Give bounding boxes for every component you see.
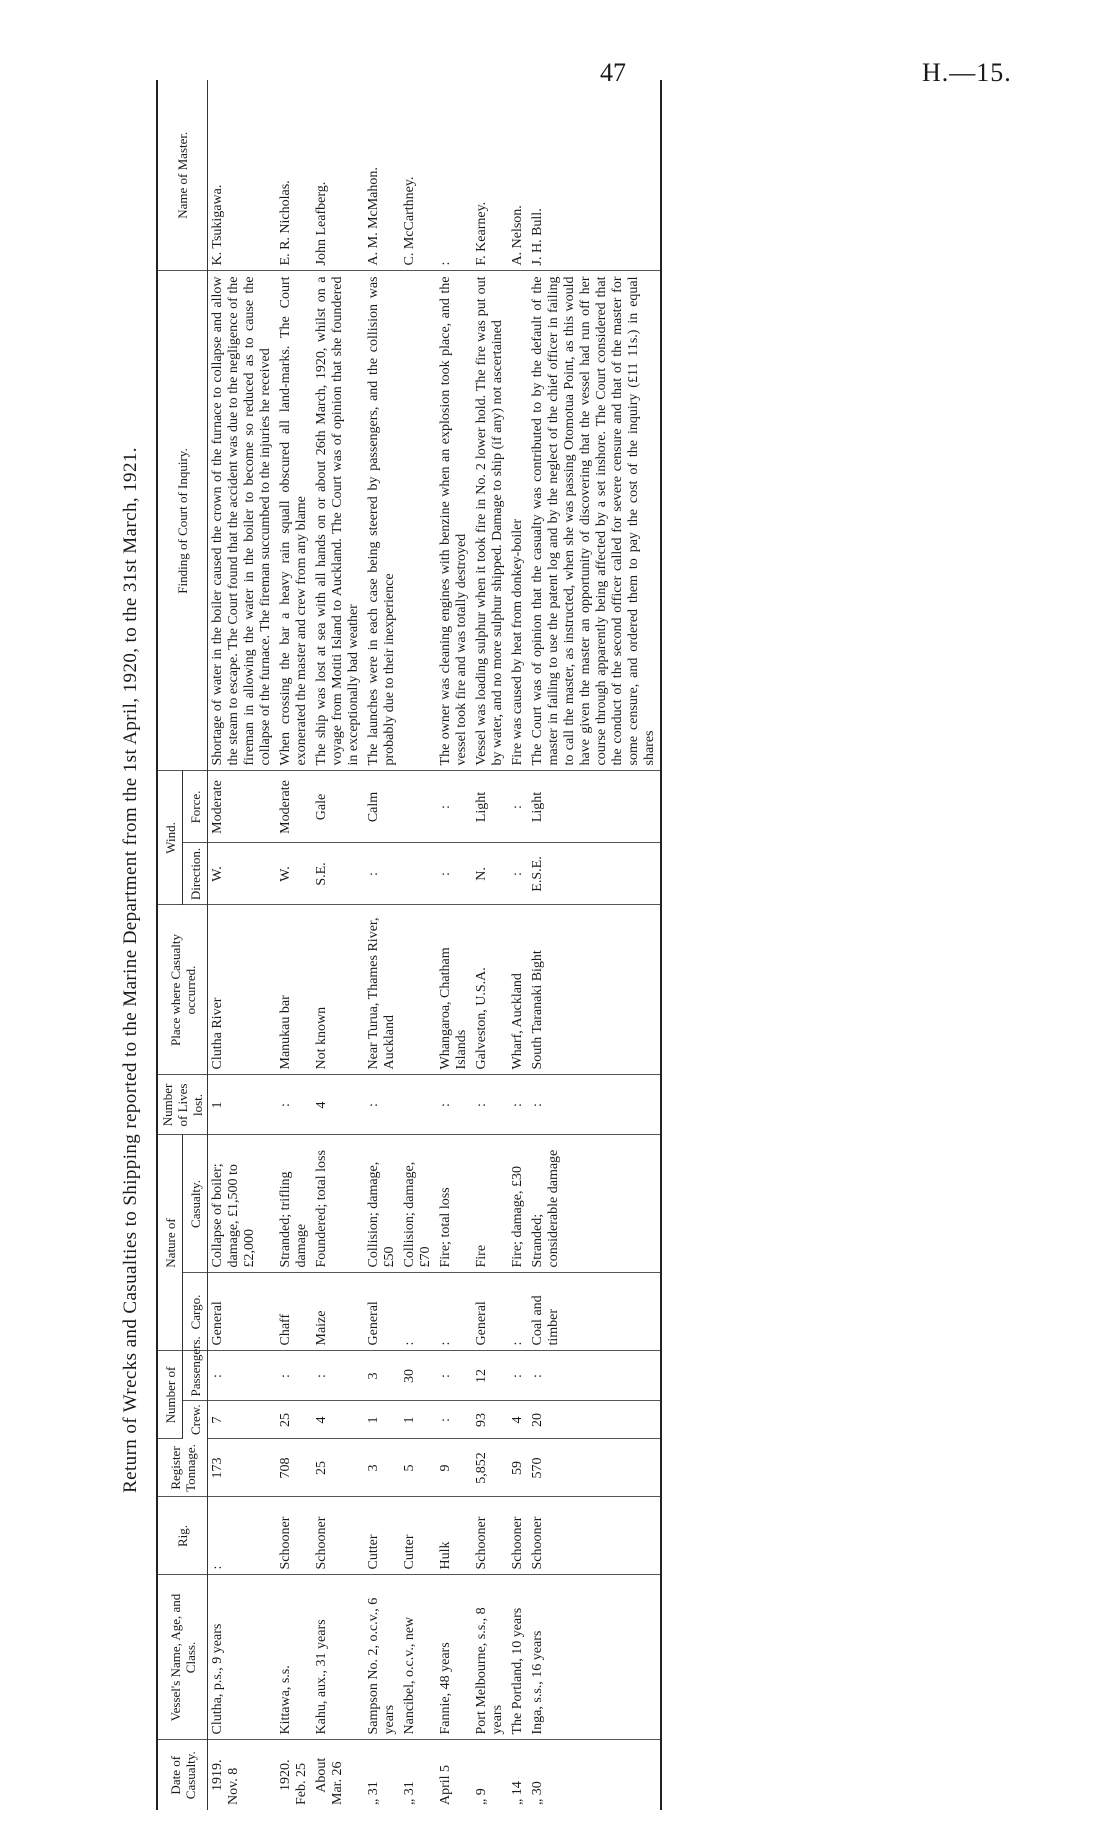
cell-passengers: 30	[400, 1351, 436, 1401]
cell-crew: 4	[508, 1401, 528, 1439]
cell-cargo: :	[508, 1273, 528, 1351]
date-label: Feb. 25	[294, 1763, 309, 1805]
casualty-rows	[208, 80, 662, 1810]
cell-lives: :	[508, 1075, 528, 1135]
cell-wind-force: Calm	[364, 771, 400, 843]
header-rig: Rig.	[157, 1497, 208, 1575]
cell-crew: 25	[276, 1401, 312, 1439]
cell-tonnage: 59	[508, 1439, 528, 1497]
cell-lives: :	[364, 1075, 400, 1135]
cell-vessel: Port Melbourne, s.s., 8 years	[472, 1575, 508, 1740]
table-row	[508, 80, 528, 1810]
cell-cargo: :	[436, 1273, 472, 1351]
cell-crew: 7	[208, 1401, 277, 1439]
cell-casualty: Stranded; trifling damage	[276, 1135, 312, 1273]
table-row	[400, 80, 436, 1810]
cell-finding: The Court was of opinion that the casualty was contributed to by the default of the master in failing to use the patent log and by the neglect of the chief officer in failing to call the master, as instructed, when she was passing Otomotua Point, as this would have given the master an opportunity of discovering that the vessel had run off her course through apparently being affected by a set inshore. The Court considered that the conduct of the second officer called for severe censure and that of the master for some censure, and ordered them to pay the cost of the inquiry (£11 11s.) in equal shares	[528, 271, 661, 771]
cell-wind-force: Light	[472, 771, 508, 843]
cell-vessel: Kittawa, s.s.	[276, 1575, 312, 1740]
table-row	[276, 80, 312, 1810]
cell-rig: Hulk	[436, 1497, 472, 1575]
cell-rig: Schooner	[472, 1497, 508, 1575]
rotated-return-table	[112, 120, 1012, 1820]
cell-tonnage: 570	[528, 1439, 661, 1497]
cell-passengers: :	[276, 1351, 312, 1401]
cell-finding: When crossing the bar a heavy rain squall obscured all land-marks. The Court exonerated the master and crew from any blame	[276, 271, 312, 771]
cell-finding: The owner was cleaning engines with benzine when an explosion took place, and the vessel took fire and was totally destroyed	[436, 271, 472, 771]
header-tonnage: Register Tonnage.	[157, 1439, 208, 1497]
header-nature-of: Nature of	[157, 1135, 183, 1351]
cell-wind-force: :	[508, 771, 528, 843]
cell-tonnage: 5,852	[472, 1439, 508, 1497]
cell-master: J. H. Bull.	[528, 80, 661, 271]
header-vessel: Vessel's Name, Age, and Class.	[157, 1575, 208, 1740]
cell-wind-direction: S.E.	[312, 843, 364, 905]
cell-crew: 93	[472, 1401, 508, 1439]
cell-casualty: Collision; damage, £50	[364, 1135, 400, 1273]
cell-master: John Leafberg.	[312, 80, 364, 271]
cell-cargo: :	[400, 1273, 436, 1351]
page-number: 47	[600, 58, 626, 87]
cell-crew: 1	[364, 1401, 400, 1439]
cell-lives: 4	[312, 1075, 364, 1135]
cell-tonnage: 9	[436, 1439, 472, 1497]
cell-lives	[400, 1075, 436, 1135]
cell-lives: :	[528, 1075, 661, 1135]
cell-master: F. Kearney.	[472, 80, 508, 271]
cell-casualty: Stranded; considerable damage	[528, 1135, 661, 1273]
date-label: „ 30	[530, 1781, 545, 1805]
cell-finding: The ship was lost at sea with all hands on or about 26th March, 1920, whilst on a voyage from Motiti Island to Auckland. The Court was of opinion that she foundered in exceptionally bad weather	[312, 271, 364, 771]
cell-cargo: Chaff	[276, 1273, 312, 1351]
header-master: Name of Master.	[157, 80, 208, 271]
cell-tonnage: 3	[364, 1439, 400, 1497]
header-cargo: Cargo.	[183, 1273, 208, 1351]
cell-passengers: :	[312, 1351, 364, 1401]
casualty-table	[156, 80, 662, 1810]
cell-passengers: :	[208, 1351, 277, 1401]
cell-crew: 20	[528, 1401, 661, 1439]
cell-vessel: Nancibel, o.c.v., new	[400, 1575, 436, 1740]
cell-tonnage: 173	[208, 1439, 277, 1497]
cell-rig: Schooner	[508, 1497, 528, 1575]
cell-finding	[400, 271, 436, 771]
cell-master: E. R. Nicholas.	[276, 80, 312, 271]
cell-wind-direction: :	[364, 843, 400, 905]
year-label: 1920.	[278, 1759, 293, 1791]
cell-casualty: Collapse of boiler; damage, £1,500 to £2,000	[208, 1135, 277, 1273]
cell-place: Clutha River	[208, 905, 277, 1075]
cell-wind-direction: W.	[276, 843, 312, 905]
cell-casualty: Foundered; total loss	[312, 1135, 364, 1273]
cell-passengers: :	[436, 1351, 472, 1401]
cell-passengers: 3	[364, 1351, 400, 1401]
date-label: Nov. 8	[226, 1767, 241, 1805]
cell-crew: 4	[312, 1401, 364, 1439]
cell-casualty: Collision; damage, £70	[400, 1135, 436, 1273]
cell-master: A. Nelson.	[508, 80, 528, 271]
header-casualty: Casualty.	[183, 1135, 208, 1273]
cell-place: Galveston, U.S.A.	[472, 905, 508, 1075]
cell-date	[208, 1740, 277, 1810]
cell-tonnage: 5	[400, 1439, 436, 1497]
cell-rig: Cutter	[364, 1497, 400, 1575]
cell-tonnage: 708	[276, 1439, 312, 1497]
cell-crew: :	[436, 1401, 472, 1439]
cell-wind-force: :	[436, 771, 472, 843]
header-number-of: Number of	[157, 1351, 183, 1439]
year-label: 1919.	[210, 1759, 225, 1791]
cell-cargo: General	[364, 1273, 400, 1351]
cell-wind-force: Gale	[312, 771, 364, 843]
cell-place: Manukau bar	[276, 905, 312, 1075]
cell-master: :	[436, 80, 472, 271]
cell-wind-force	[400, 771, 436, 843]
cell-date	[400, 1740, 436, 1810]
cell-cargo: General	[472, 1273, 508, 1351]
cell-date	[312, 1740, 364, 1810]
cell-vessel: The Portland, 10 years	[508, 1575, 528, 1740]
date-label: „ 31	[402, 1781, 417, 1805]
cell-finding: Vessel was loading sulphur when it took fire in No. 2 lower hold. The fire was put out by water, and no more sulphur shipped. Damage to ship (if any) not ascertained	[472, 271, 508, 771]
table-row	[436, 80, 472, 1810]
cell-casualty: Fire; damage, £30	[508, 1135, 528, 1273]
table-row	[208, 80, 277, 1810]
page-title: Return of Wrecks and Casualties to Shipping reported to the Marine Department from the 1st April, 1920, to the 31st March, 1921.	[120, 447, 141, 1493]
cell-cargo: General	[208, 1273, 277, 1351]
cell-wind-force: Light	[528, 771, 661, 843]
date-label: „ 9	[474, 1788, 489, 1805]
cell-lives: 1	[208, 1075, 277, 1135]
cell-casualty: Fire	[472, 1135, 508, 1273]
cell-place	[400, 905, 436, 1075]
cell-date	[472, 1740, 508, 1810]
year-label: About	[314, 1757, 329, 1793]
cell-crew: 1	[400, 1401, 436, 1439]
cell-wind-direction: E.S.E.	[528, 843, 661, 905]
cell-rig: Schooner	[312, 1497, 364, 1575]
header-passengers: Passengers.	[183, 1351, 208, 1401]
date-label: „ 31	[366, 1781, 381, 1805]
cell-vessel: Clutha, p.s., 9 years	[208, 1575, 277, 1740]
cell-passengers: :	[528, 1351, 661, 1401]
cell-place: Not known	[312, 905, 364, 1075]
header-place: Place where Casualty occurred.	[157, 905, 208, 1075]
cell-date	[528, 1740, 661, 1810]
header-direction: Direction.	[183, 843, 208, 905]
header-finding: Finding of Court of Inquiry.	[157, 271, 208, 771]
cell-date	[276, 1740, 312, 1810]
table-row	[364, 80, 400, 1810]
cell-place: Whangaroa, Chatham Islands	[436, 905, 472, 1075]
cell-vessel: Sampson No. 2, o.c.v., 6 years	[364, 1575, 400, 1740]
cell-cargo: Coal and timber	[528, 1273, 661, 1351]
cell-lives: :	[276, 1075, 312, 1135]
cell-lives: :	[436, 1075, 472, 1135]
cell-wind-direction: :	[436, 843, 472, 905]
cell-wind-direction: N.	[472, 843, 508, 905]
cell-finding: Fire was caused by heat from donkey-boiler	[508, 271, 528, 771]
cell-date	[436, 1740, 472, 1810]
cell-master: C. McCarthney.	[400, 80, 436, 271]
cell-place: Near Turua, Thames River, Auckland	[364, 905, 400, 1075]
cell-vessel: Kahu, aux., 31 years	[312, 1575, 364, 1740]
cell-lives: :	[472, 1075, 508, 1135]
cell-master: A. M. McMahon.	[364, 80, 400, 271]
header-lives: Number of Lives lost.	[157, 1075, 208, 1135]
header-force: Force.	[183, 771, 208, 843]
cell-wind-force: Moderate	[276, 771, 312, 843]
cell-place: South Taranaki Bight	[528, 905, 661, 1075]
header-date: Date of Casualty.	[157, 1740, 208, 1810]
cell-wind-direction	[400, 843, 436, 905]
cell-wind-force: Moderate	[208, 771, 277, 843]
cell-passengers: 12	[472, 1351, 508, 1401]
cell-place: Wharf, Auckland	[508, 905, 528, 1075]
header-crew: Crew.	[183, 1401, 208, 1439]
cell-cargo: Maize	[312, 1273, 364, 1351]
cell-wind-direction: W.	[208, 843, 277, 905]
header-wind: Wind.	[157, 771, 183, 905]
cell-casualty: Fire; total loss	[436, 1135, 472, 1273]
table-row	[472, 80, 508, 1810]
cell-finding: Shortage of water in the boiler caused the crown of the furnace to collapse and allow the steam to escape. The Court found that the accident was due to the negligence of the fireman in allowing the water in the boiler to become so reduced as to cause the collapse of the furnace. The fireman succumbed to the injuries he received	[208, 271, 277, 771]
cell-date	[508, 1740, 528, 1810]
cell-tonnage: 25	[312, 1439, 364, 1497]
table-row	[312, 80, 364, 1810]
cell-finding: The launches were in each case being steered by passengers, and the collision was probably due to their inexperience	[364, 271, 400, 771]
cell-rig: Cutter	[400, 1497, 436, 1575]
cell-vessel: Fannie, 48 years	[436, 1575, 472, 1740]
cell-vessel: Inga, s.s., 16 years	[528, 1575, 661, 1740]
date-label: April 5	[438, 1764, 453, 1805]
cell-passengers: :	[508, 1351, 528, 1401]
cell-date	[364, 1740, 400, 1810]
cell-rig: :	[208, 1497, 277, 1575]
cell-master: K. Tsukigawa.	[208, 80, 277, 271]
cell-rig: Schooner	[528, 1497, 661, 1575]
date-label: „ 14	[510, 1781, 525, 1805]
cell-rig: Schooner	[276, 1497, 312, 1575]
document-reference: H.—15.	[922, 58, 1012, 87]
table-row	[528, 80, 661, 1810]
date-label: Mar. 26	[330, 1761, 345, 1805]
cell-wind-direction: :	[508, 843, 528, 905]
